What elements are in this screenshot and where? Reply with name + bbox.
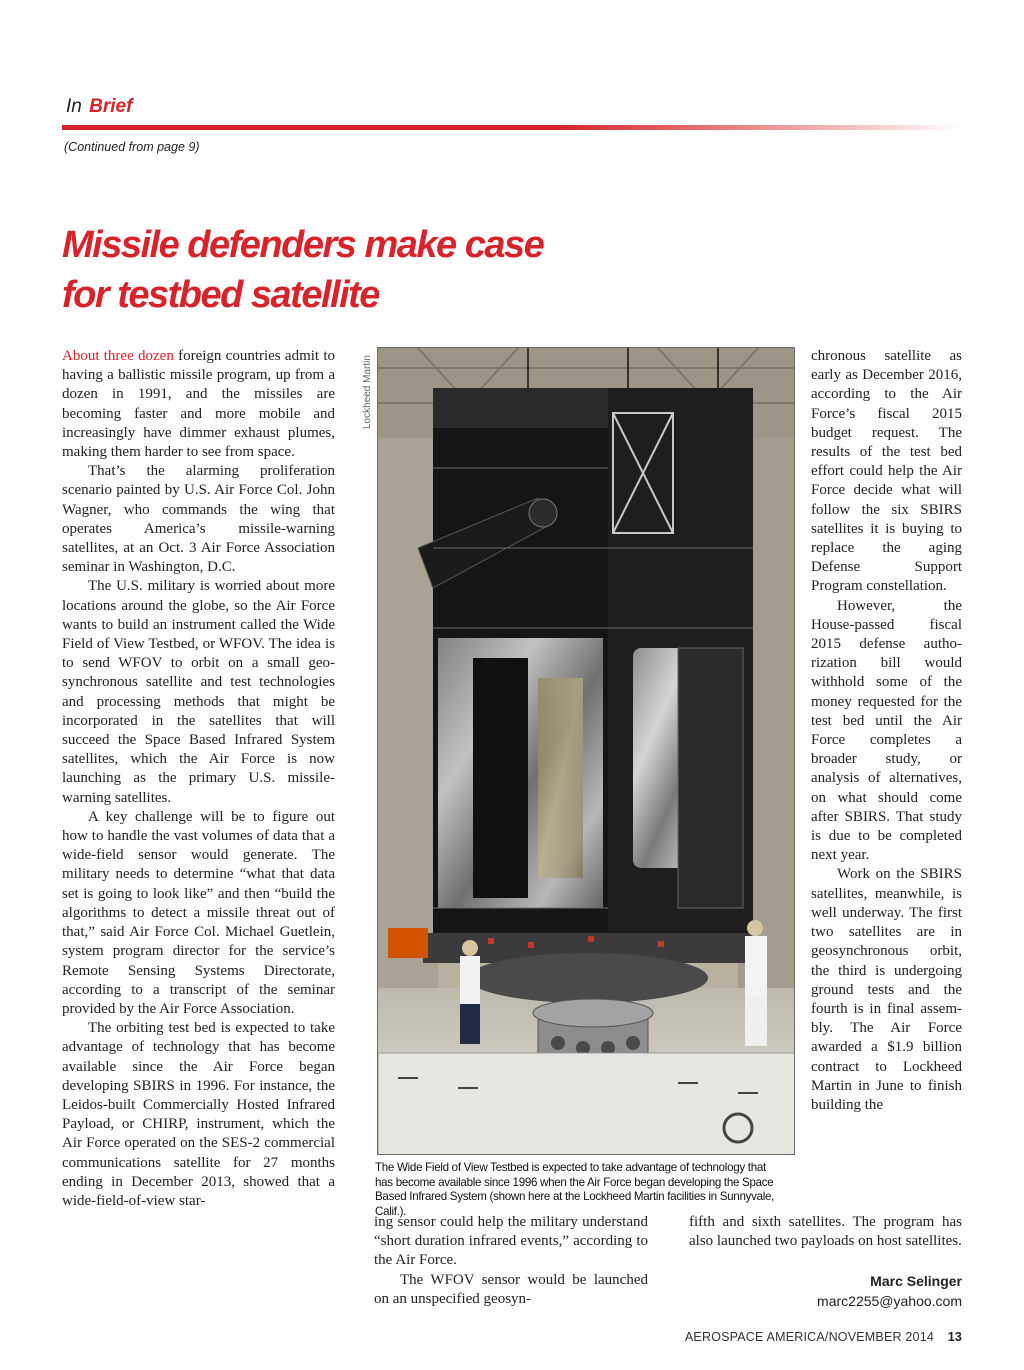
magazine-name: AEROSPACE AMERICA/NOVEMBER 2014 — [684, 1330, 934, 1344]
lead-in-text: About three dozen — [62, 348, 174, 364]
paragraph: The U.S. military is worried about more locations around the globe, so the Air Force wants to build an instrument called the Wide Field of View Testbed, or WFOV. The idea is to send WFOV to orbit on a small geosynchronous satellite and test technologies and processing methods that might be incorporated in the satellites that will succeed the Space Based Infrared System satellites, which the Air Force is now launching as the primary U.S. missile-warning satellites. — [62, 578, 335, 806]
paragraph: chronous satellite as early as December 2016, according to the Air Force’s fiscal 2015 budget request. The results of the test bed effort could help the Air Force decide what will follow the six SBIRS satellites it is buying to replace the aging Defense Support Program constellation. — [811, 348, 962, 595]
paragraph: fifth and sixth satellites. The program has also launched two payloads on host satellites. — [689, 1214, 962, 1250]
headline — [62, 220, 682, 320]
body-column-2 — [374, 1213, 648, 1309]
body-column-1 — [62, 347, 335, 1211]
continued-note: (Continued from page 9) — [64, 140, 200, 154]
technician-right — [745, 920, 767, 1046]
headline-line-2: for testbed satellite — [62, 274, 379, 316]
paragraph: The WFOV sensor would be launched on an unspecified geosyn- — [374, 1271, 648, 1307]
paragraph: That’s the alarming proliferation scenario painted by U.S. Air Force Col. John Wagner, who commands the wing that operates America’s missile-warning satellites, at an Oct. 3 Air Force Association seminar in Washington, D.C. — [62, 463, 335, 576]
forklift — [388, 928, 428, 958]
photo-caption: The Wide Field of View Testbed is expected to take advantage of technology that has become available since 1996 when the Air Force began developing the Space Based Infrared System (shown here at the Lockheed Martin facilities in Sunnyvale, Calif.). — [375, 1161, 775, 1218]
author-byline: Marc Selinger — [870, 1273, 962, 1289]
page-footer — [685, 1330, 962, 1344]
section-label-in: In — [66, 96, 82, 117]
header-rule — [62, 125, 962, 130]
rotary-fixture — [468, 953, 708, 1003]
section-label-brief: Brief — [89, 96, 133, 117]
paragraph: The orbiting test bed is expected to take advantage of technology that has become available since the Air Force began developing SBIRS in 1996. For instance, the Leidos-built Commercially Hosted Infrared Payload, or CHIRP, instrument, which the Air Force operated on the SES-2 commercial communications satellite for 27 months ending in December 2013, showed that a wide-field-of-view star- — [62, 1020, 335, 1209]
paragraph: ing sensor could help the military understand “short duration infrared events,” according to the Air Force. — [374, 1214, 648, 1269]
paragraph — [62, 347, 335, 462]
satellite-illustration — [378, 348, 795, 1155]
body-column-3 — [811, 347, 962, 1115]
author-email: marc2255@yahoo.com — [817, 1293, 962, 1309]
headline-line-1: Missile defenders make case — [62, 224, 544, 266]
paragraph: Work on the SBIRS satellites, meanwhile, is well underway. The first two satellites are in geosynchronous orbit, the third is undergoing ground tests and the fourth is in final assembly. The Air Force awarded a $1.9 billion contract to Lockheed Martin in June to finish building the — [811, 866, 962, 1113]
body-column-3-continued — [689, 1213, 962, 1251]
satellite-photo — [377, 347, 795, 1155]
paragraph: A key challenge will be to figure out how to handle the vast volumes of data that a wide-field sensor would generate. The military needs to determine “what that data set is going to look like” and then “build the algorithms to detect a missile threat out of that,” said Air Force Col. Michael Guetlein, system program director for the service’s Remote Sensing Systems Directorate, according to a transcript of the seminar provided by the Air Force Association. — [62, 808, 335, 1017]
page-number: 13 — [947, 1330, 962, 1344]
photo-credit — [362, 347, 374, 427]
photo-credit-text: Lockheed Martin — [362, 355, 373, 429]
paragraph-text: foreign countries admit to having a ballistic missile program, up from a dozen in 1991, and the missiles are becoming faster and more mobile and increasingly have dimmer exhaust plumes, making them harder to see from space. — [62, 348, 335, 461]
paragraph: However, the House-passed fiscal 2015 defense authorization bill would withhold some of the money requested for the test bed until the Air Force completes a broader study, or analysis of alternatives, on what should come after SBIRS. That study is due to be completed next year. — [811, 597, 962, 864]
section-header — [66, 96, 132, 118]
